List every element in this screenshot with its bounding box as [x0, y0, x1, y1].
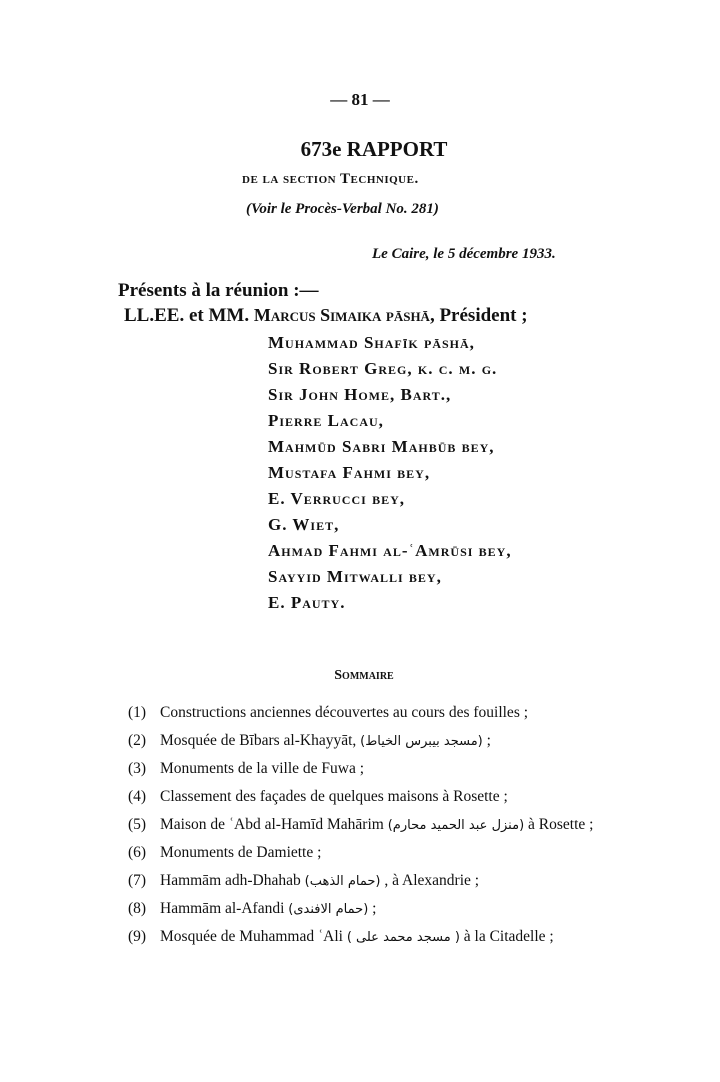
arabic-name: (منزل عبد الحميد محارم)	[387, 818, 525, 833]
member-name: Ahmad Fahmi al-ʿAmrūsi bey,	[268, 541, 512, 560]
president-name: Marcus Simaika pāshā	[253, 305, 430, 325]
item-suffix: à la Citadelle ;	[459, 928, 554, 945]
item-number: (4)	[128, 788, 147, 805]
item-text: Hammām adh-Dhahab	[160, 872, 301, 889]
summary-item	[128, 928, 554, 946]
proces-verbal-reference: (Voir le Procès-Verbal No. 281)	[246, 201, 439, 217]
item-suffix: à Rosette ;	[524, 816, 594, 833]
item-text: Mosquée de Muhammad ʿAli	[160, 928, 343, 945]
arabic-name: (حمام الافندى)	[288, 902, 369, 917]
summary-item	[128, 844, 321, 862]
member-name: Sayyid Mitwalli bey,	[268, 567, 442, 586]
item-number: (8)	[128, 900, 147, 917]
item-text: Mosquée de Bībars al-Khayyāt,	[160, 732, 357, 749]
item-text: Constructions anciennes découvertes au cours des fouilles ;	[160, 704, 529, 721]
summary-item	[128, 872, 479, 890]
item-suffix: ;	[368, 900, 377, 917]
summary-item	[128, 704, 528, 722]
item-number: (2)	[128, 732, 147, 749]
president-line	[124, 305, 528, 327]
member-name: Mustafa Fahmi bey,	[268, 463, 431, 482]
item-number: (7)	[128, 872, 147, 889]
page-number: — 81 —	[330, 90, 390, 109]
item-text: Classement des façades de quelques maisons à Rosette ;	[160, 788, 508, 805]
member-name: G. Wiet,	[268, 515, 340, 534]
arabic-name: (مسجد بيبرس الخياط)	[360, 734, 483, 749]
item-text: Maison de ʿAbd al-Hamīd Mahārim	[160, 816, 384, 833]
member-name: E. Verrucci bey,	[268, 489, 405, 508]
presents-label: Présents à la réunion :—	[118, 280, 319, 301]
summary-item	[128, 788, 508, 806]
summary-item	[128, 816, 593, 834]
summary-item	[128, 732, 491, 750]
item-suffix: ;	[482, 732, 491, 749]
arabic-name: (حمام الذهب)	[304, 874, 381, 889]
member-name: Sir John Home, Bart.,	[268, 385, 452, 404]
item-number: (6)	[128, 844, 147, 861]
report-title: 673e RAPPORT	[300, 137, 448, 161]
item-suffix: , à Alexandrie ;	[380, 872, 480, 889]
item-text: Hammām al-Afandi	[160, 900, 285, 917]
sommaire-heading: Sommaire	[334, 668, 394, 683]
member-name: Mahmūd Sabri Mahbūb bey,	[268, 437, 495, 456]
item-number: (5)	[128, 816, 147, 833]
president-title: , Président ;	[429, 305, 528, 326]
member-name: E. Pauty.	[268, 593, 346, 612]
item-text: Monuments de la ville de Fuwa ;	[160, 760, 365, 777]
member-name: Muhammad Shafīk pāshā,	[268, 333, 475, 352]
item-number: (3)	[128, 760, 147, 777]
member-name: Pierre Lacau,	[268, 411, 384, 430]
summary-item	[128, 900, 376, 918]
attendance-prefix: LL.EE. et MM.	[124, 305, 250, 326]
item-number: (1)	[128, 704, 147, 721]
summary-item	[128, 760, 364, 778]
member-name: Sir Robert Greg, k. c. m. g.	[268, 359, 498, 378]
meeting-date: Le Caire, le 5 décembre 1933.	[372, 246, 556, 262]
item-number: (9)	[128, 928, 147, 945]
arabic-name: ( مسجد محمد على )	[346, 930, 460, 945]
item-text: Monuments de Damiette ;	[160, 844, 322, 861]
section-subtitle: de la section Technique.	[242, 171, 419, 187]
